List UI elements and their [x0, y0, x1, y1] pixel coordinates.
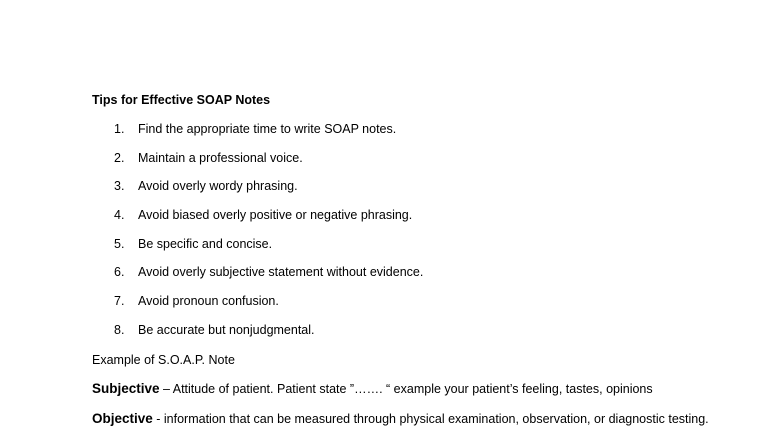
list-item-number: 5. [114, 236, 125, 251]
list-item-number: 1. [114, 122, 125, 136]
list-item-text: Be accurate but nonjudgmental. [138, 322, 315, 337]
subjective-term: Subjective [92, 381, 160, 396]
objective-term: Objective [92, 411, 153, 426]
list-item-text: Avoid overly subjective statement without evidence. [138, 265, 424, 280]
list-item-number: 2. [114, 150, 125, 165]
subjective-text: – Attitude of patient. Patient state ”……. “ example your patient’s feeling, tastes, opinions [159, 382, 653, 396]
list-item-text: Find the appropriate time to write SOAP notes. [138, 122, 397, 136]
list-item-text: Avoid pronoun confusion. [138, 294, 279, 309]
list-item-text: Avoid overly wordy phrasing. [138, 179, 298, 194]
objective-paragraph [92, 410, 732, 428]
list-item-number: 7. [114, 294, 125, 309]
list-item-text: Maintain a professional voice. [138, 150, 303, 165]
list-item-number: 4. [114, 208, 125, 223]
list-item-text: Avoid biased overly positive or negative phrasing. [138, 208, 413, 223]
document-title: Tips for Effective SOAP Notes [92, 93, 271, 107]
list-item-number: 8. [114, 322, 125, 337]
list-item-text: Be specific and concise. [138, 236, 273, 251]
objective-text: - information that can be measured through physical examination, observation, or diagnostic testing. [152, 412, 709, 426]
list-item-number: 3. [114, 179, 125, 194]
subjective-paragraph [92, 380, 732, 398]
example-heading: Example of S.O.A.P. Note [92, 353, 235, 367]
list-item-number: 6. [114, 265, 125, 280]
